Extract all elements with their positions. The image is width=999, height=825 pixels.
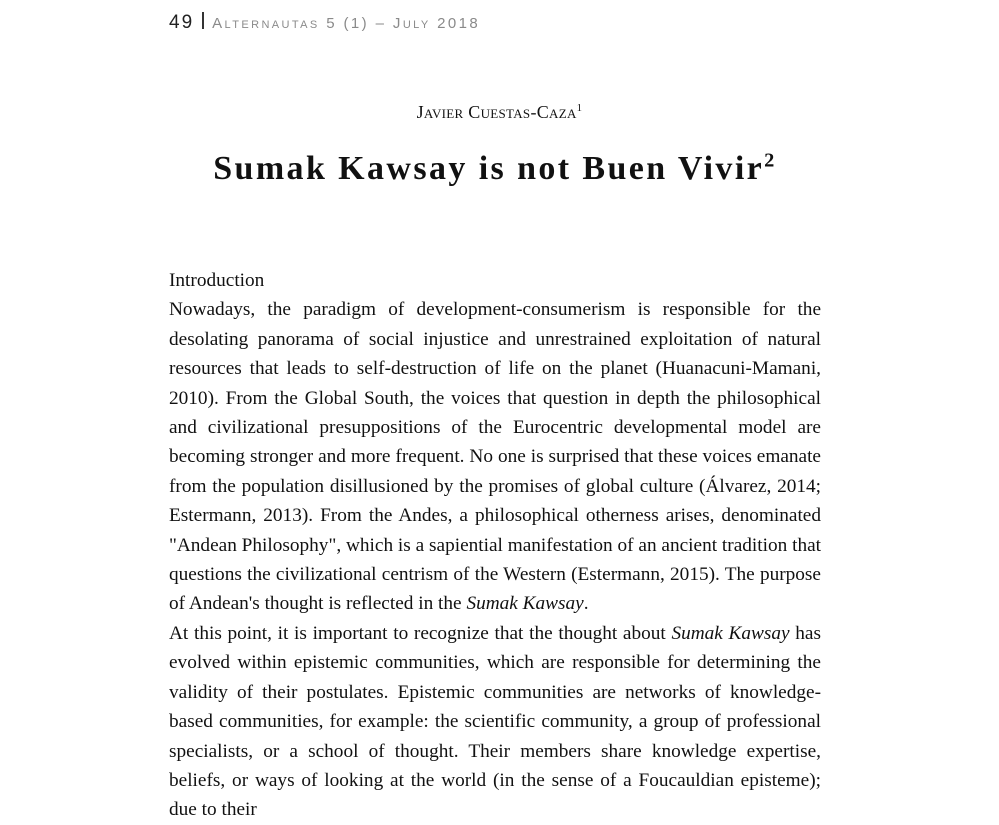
article-author <box>0 102 999 123</box>
paragraph-2-text-b: has evolved within epistemic communities, which are responsible for determining the validity of their postulates. Epistemic communities are networks of knowledge-based communities, for example: the scientific community, a group of professional specialists, or a school of thought. Their members share knowledge expertise, beliefs, or ways of looking at the world (in the sense of a Foucauldian episteme); due to their <box>169 622 821 821</box>
article-title-text: Sumak Kawsay is not Buen Vivir <box>213 150 765 187</box>
running-header <box>169 12 480 34</box>
paragraph-2-italic-term: Sumak Kawsay <box>671 622 790 644</box>
paragraph-2-text-a: At this point, it is important to recognize that the thought about <box>169 622 672 644</box>
article-title <box>0 150 990 188</box>
paragraph-1 <box>169 295 821 618</box>
section-heading: Introduction <box>169 270 265 291</box>
paragraph-1-text-a: Nowadays, the paradigm of development-consumerism is responsible for the desolating panorama of social injustice and unrestrained exploitation of natural resources that leads to self-destruction of life on the planet (Huanacuni-Mamani, 2010). From the Global South, the voices that question in depth the philosophical and civilizational presuppositions of the Eurocentric developmental model are becoming stronger and more frequent. No one is surprised that these voices emanate from the population disillusioned by the promises of global culture (Álvarez, 2014; Estermann, 2013). From the Andes, a philosophical otherness arises, denominated "Andean Philosophy", which is a sapiential manifestation of an ancient tradition that questions the civilizational centrism of the Western (Estermann, 2015). The purpose of Andean's thought is reflected in the <box>169 299 821 615</box>
article-body <box>169 266 821 825</box>
header-separator <box>202 12 204 29</box>
journal-running-title: Alternautas 5 (1) – July 2018 <box>212 15 481 32</box>
author-footnote-marker[interactable]: 1 <box>576 102 583 114</box>
author-name: Javier Cuestas-Caza <box>416 102 577 122</box>
page-number: 49 <box>169 12 195 33</box>
paragraph-1-italic-term: Sumak Kawsay <box>466 593 584 615</box>
title-footnote-marker[interactable]: 2 <box>764 149 777 172</box>
paragraph-1-text-b: . <box>583 593 589 615</box>
paragraph-2 <box>169 619 821 825</box>
